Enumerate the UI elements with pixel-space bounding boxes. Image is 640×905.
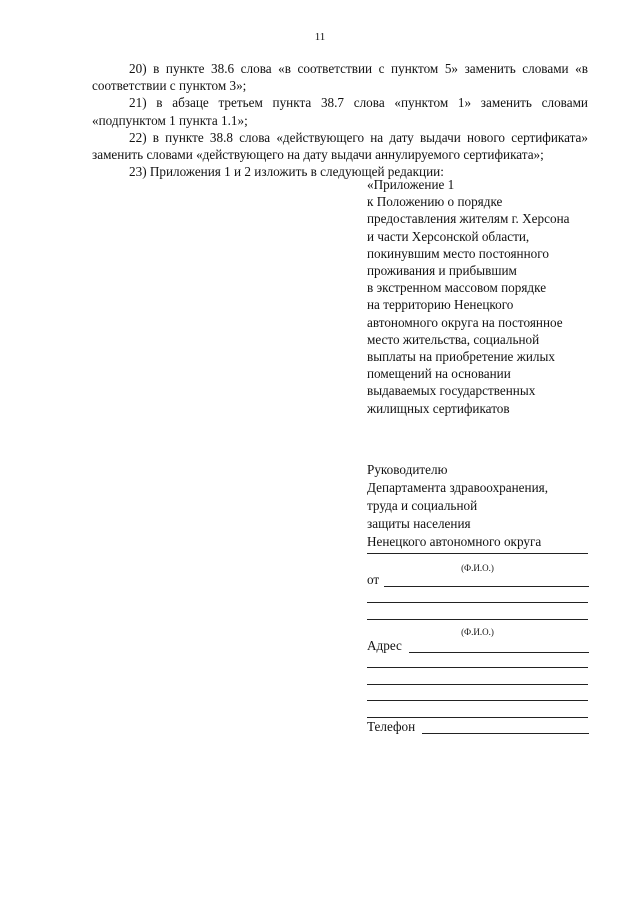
appendix-heading-line: предоставления жителям г. Херсона — [367, 211, 570, 227]
addressee-line: Ненецкого автономного округа — [367, 534, 542, 549]
phone-input-line[interactable] — [422, 733, 589, 734]
amendments-list — [92, 60, 588, 180]
addressee-line: труда и социальной — [367, 498, 478, 513]
appendix-heading-line: к Положению о порядке — [367, 194, 503, 210]
appendix-heading-line: «Приложение 1 — [367, 177, 455, 192]
address-input-line[interactable] — [409, 652, 589, 653]
appendix-heading — [367, 176, 607, 417]
from-input-line[interactable] — [384, 586, 589, 587]
addressee-line: защиты населения — [367, 516, 471, 531]
address-extra-line[interactable] — [367, 717, 588, 718]
address-extra-line[interactable] — [367, 684, 588, 685]
address-extra-line[interactable] — [367, 667, 588, 668]
addressee-block — [367, 461, 597, 551]
amendment-item-21: 21) в абзаце третьем пункта 38.7 слова «пунктом 1» заменить словами «подпунктом 1 пункта 1.1»; — [92, 95, 588, 128]
amendment-item-23: 23) Приложения 1 и 2 изложить в следующей редакции: — [129, 164, 444, 180]
appendix-heading-line: выплаты на приобретение жилых — [367, 349, 555, 365]
addressee-fio-line[interactable] — [367, 553, 588, 554]
phone-label: Телефон — [367, 719, 416, 734]
appendix-heading-line: выдаваемых государственных — [367, 383, 536, 399]
appendix-heading-line: и части Херсонской области, — [367, 228, 530, 244]
from-extra-line[interactable] — [367, 619, 588, 620]
applicant-fio-hint: (Ф.И.О.) — [461, 627, 494, 637]
address-label: Адрес — [367, 638, 402, 653]
from-extra-line[interactable] — [367, 602, 588, 603]
appendix-heading-line: автономного округа на постоянное — [367, 314, 563, 330]
amendment-item-20: 20) в пункте 38.6 слова «в соответствии с пунктом 5» заменить словами «в соответствии с пунктом 3»; — [92, 61, 588, 94]
addressee-fio-hint: (Ф.И.О.) — [461, 563, 494, 573]
appendix-heading-line: в экстренном массовом порядке — [367, 280, 547, 296]
appendix-heading-line: место жительства, социальной — [367, 331, 540, 347]
appendix-heading-line: на территорию Ненецкого — [367, 297, 514, 313]
from-label: от — [367, 572, 380, 587]
appendix-heading-line: жилищных сертификатов — [367, 400, 510, 416]
address-extra-line[interactable] — [367, 700, 588, 701]
amendment-item-22: 22) в пункте 38.8 слова «действующего на дату выдачи нового сертификата» заменить словами «действующего на дату выдачи аннулируемого сертификата»; — [92, 129, 588, 163]
appendix-heading-line: проживания и прибывшим — [367, 263, 517, 279]
appendix-heading-line: покинувшим место постоянного — [367, 245, 549, 261]
appendix-heading-line: помещений на основании — [367, 366, 511, 382]
addressee-line: Руководителю — [367, 462, 448, 477]
addressee-line: Департамента здравоохранения, — [367, 480, 548, 495]
page-number: 11 — [314, 31, 326, 43]
